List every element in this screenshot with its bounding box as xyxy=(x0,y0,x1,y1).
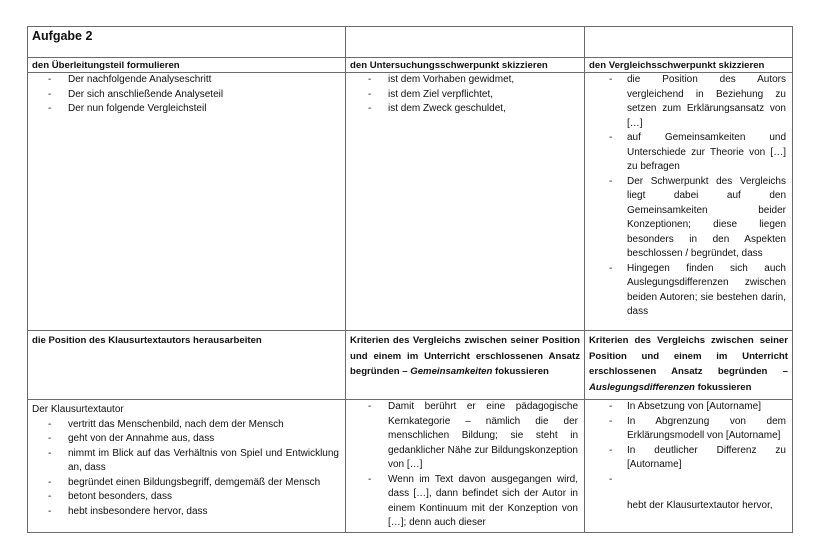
list-item: - begründet einen Bildungsbegriff, demgemäß der Mensch xyxy=(28,476,345,491)
header-cell xyxy=(585,58,793,73)
list-item: - In deutlicher Differenz zu [Autorname] xyxy=(585,444,792,473)
header-cell xyxy=(28,58,346,73)
list-item: - Damit berührt er eine pädagogische Kernkategorie – nämlich die der menschlichen Bildung; sie steht in gedanklicher Nähe zur Bildungskonzeption von […] xyxy=(346,400,584,473)
header-focus: den Untersuchungsschwerpunkt skizzieren xyxy=(350,60,548,71)
list-item: - geht von der Annahme aus, dass xyxy=(28,432,345,447)
header-row xyxy=(28,58,793,73)
phrase-list xyxy=(585,73,792,320)
task-title: Aufgabe 2 xyxy=(32,29,93,43)
phrases-cell xyxy=(28,400,346,533)
list-item: - ist dem Vorhaben gewidmet, xyxy=(346,73,584,88)
list-item: - Der nun folgende Vergleichsteil xyxy=(28,102,345,117)
list-item: - Der nachfolgende Analyseschritt xyxy=(28,73,345,88)
body-row-1 xyxy=(28,73,793,331)
header-cell xyxy=(585,331,793,400)
list-item: - nimmt im Blick auf das Verhältnis von Spiel und Entwicklung an, dass xyxy=(28,447,345,476)
list-item: - auf Gemeinsamkeiten und Unterschiede zur Theorie von […] zu befragen xyxy=(585,131,792,175)
phrase-list xyxy=(346,73,584,117)
phrase-list xyxy=(346,400,584,531)
list-item: - die Position des Autors vergleichend in Beziehung zu setzen zum Erklärungsansatz von […] xyxy=(585,73,792,131)
header-comparison: den Vergleichsschwerpunkt skizzieren xyxy=(589,60,765,71)
header-cell xyxy=(28,331,346,400)
empty-cell xyxy=(585,27,793,58)
header-emphasis: Gemeinsamkeiten xyxy=(410,366,493,377)
title-cell xyxy=(28,27,346,58)
list-item: - hebt der Klausurtextautor hervor, xyxy=(585,473,792,514)
list-item: - vertritt das Menschenbild, nach dem der Mensch xyxy=(28,418,345,433)
phrase-list xyxy=(28,418,345,520)
header-text: Kriterien des Vergleichs zwischen seiner Position und einem im Unterricht erschlossenen Ansatz begründen – xyxy=(589,335,788,377)
list-item: - ist dem Zweck geschuldet, xyxy=(346,102,584,117)
list-item: - hebt insbesondere hervor, dass xyxy=(28,505,345,520)
title-row xyxy=(28,27,793,58)
lead-text: Der Klausurtextautor xyxy=(32,404,124,415)
list-item: - Der Schwerpunkt des Vergleichs liegt dabei auf den Gemeinsamkeiten beider Konzeptionen; diese liegen besonders in den Aspekten beschlossen / begründet, dass xyxy=(585,175,792,262)
header-transition: den Überleitungsteil formulieren xyxy=(32,60,180,71)
list-item: - ist dem Ziel verpflichtet, xyxy=(346,88,584,103)
phrases-cell xyxy=(346,73,585,331)
phrases-cell xyxy=(346,400,585,533)
header-criteria-diff xyxy=(585,331,792,395)
list-item: - Der sich anschließende Analyseteil xyxy=(28,88,345,103)
header-text: Kriterien des Vergleichs zwischen seiner Position und einem im Unterricht erschlossenen Ansatz begründen – xyxy=(350,335,580,377)
list-item: - Wenn im Text davon ausgegangen wird, dass […], dann befindet sich der Autor in einem Kontinuum mit der Konzeption von […]; denn auch dieser xyxy=(346,473,584,531)
phrases-cell xyxy=(28,73,346,331)
list-item: - Hingegen finden sich auch Auslegungsdifferenzen zwischen beiden Autoren; sie bestehen darin, dass xyxy=(585,262,792,320)
phrases-cell xyxy=(585,400,793,533)
header-emphasis: Auslegungsdifferenzen xyxy=(589,381,695,393)
header-cell xyxy=(346,58,585,73)
task-table xyxy=(27,26,793,533)
header-criteria-common xyxy=(346,331,584,380)
header-cell xyxy=(346,331,585,400)
list-item: - In Absetzung von [Autorname] xyxy=(585,400,792,415)
phrase-list xyxy=(28,73,345,117)
list-item: - In Abgrenzung von dem Erklärungsmodell von [Autorname] xyxy=(585,415,792,444)
body-row-2 xyxy=(28,400,793,533)
list-item: - betont besonders, dass xyxy=(28,490,345,505)
header-text: fokussieren xyxy=(697,381,752,393)
phrases-cell xyxy=(585,73,793,331)
phrase-list xyxy=(585,400,792,513)
header-text: fokussieren xyxy=(495,366,549,377)
empty-cell xyxy=(346,27,585,58)
header-row-2 xyxy=(28,331,793,400)
header-position: die Position des Klausurtextautors herausarbeiten xyxy=(32,335,262,346)
